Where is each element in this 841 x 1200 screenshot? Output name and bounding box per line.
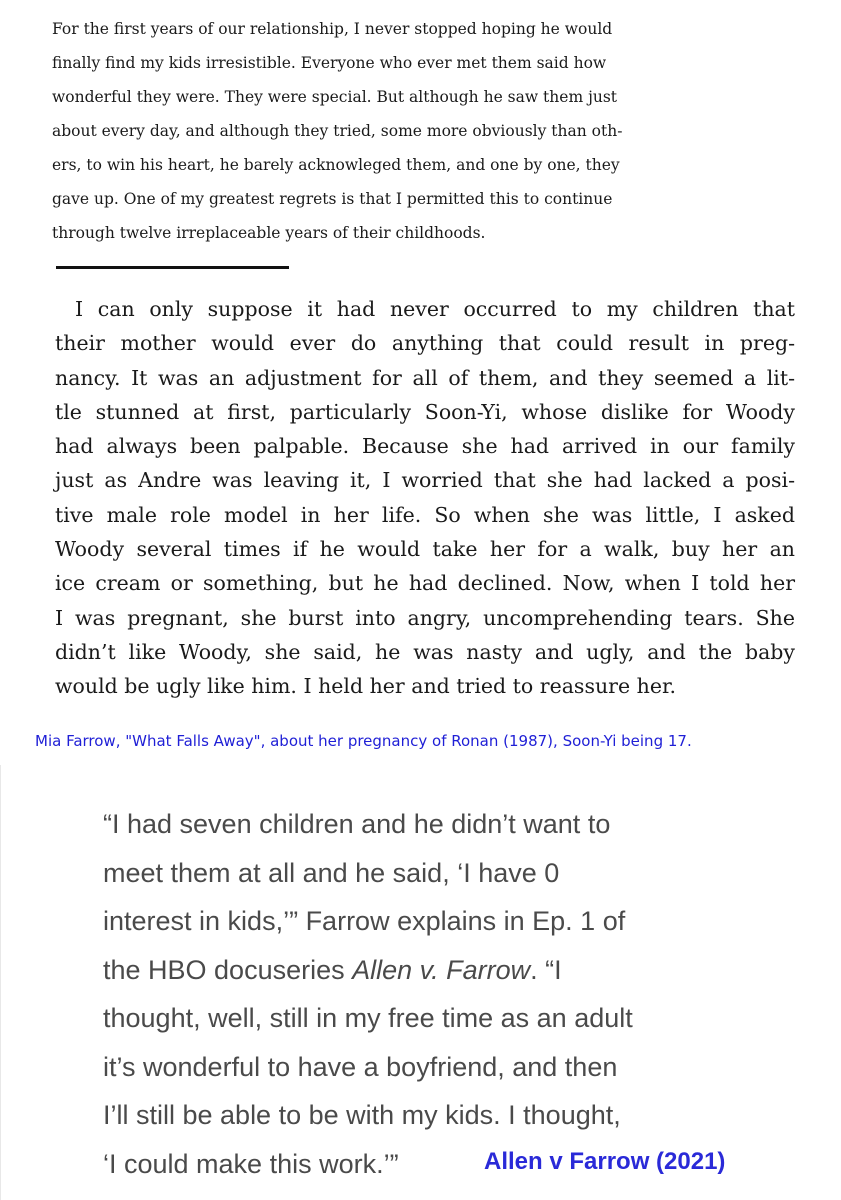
- book-excerpt-main: [55, 292, 795, 704]
- quote-text: the HBO docuseries: [103, 954, 353, 985]
- text-line: through twelve irreplaceable years of their childhoods.: [52, 224, 486, 242]
- text-line: their mother would ever do anything that could result in preg-: [55, 331, 795, 356]
- quote-line: I’ll still be able to be with my kids. I thought,: [103, 1100, 621, 1130]
- text-line: tive male role model in her life. So when she was little, I asked: [55, 502, 795, 527]
- quote-line: interest in kids,’” Farrow explains in Ep. 1 of: [103, 906, 626, 936]
- docuseries-caption: Allen v Farrow (2021): [484, 1148, 726, 1175]
- text-line: ers, to win his heart, he barely acknowleged them, and one by one, they: [52, 156, 620, 174]
- text-line: would be ugly like him. I held her and tried to reassure her.: [55, 674, 677, 699]
- text-line: had always been palpable. Because she had arrived in our family: [55, 434, 795, 459]
- text-line: I was pregnant, she burst into angry, uncomprehending tears. She: [55, 605, 795, 630]
- text-line: about every day, and although they tried, some more obviously than oth-: [52, 122, 623, 140]
- text-line: For the first years of our relationship, I never stopped hoping he would: [52, 20, 613, 38]
- quote-text: . “I: [530, 954, 562, 985]
- text-line: gave up. One of my greatest regrets is that I permitted this to continue: [52, 190, 613, 208]
- quote-line: ‘I could make this work.’”: [103, 1148, 399, 1179]
- text-line: Woody several times if he would take her for a walk, buy her an: [55, 537, 795, 562]
- quote-line: it’s wonderful to have a boyfriend, and then: [103, 1051, 618, 1082]
- text-line: ice cream or something, but he had declined. Now, when I told her: [55, 571, 795, 596]
- text-line: nancy. It was an adjustment for all of them, and they seemed a lit-: [55, 365, 795, 390]
- quote-line: thought, well, still in my free time as an adult: [103, 1003, 633, 1033]
- docuseries-quote: [103, 800, 743, 1188]
- section-divider: [56, 266, 289, 269]
- book-caption: Mia Farrow, "What Falls Away", about her pregnancy of Ronan (1987), Soon-Yi being 17.: [35, 732, 692, 750]
- quote-line: “I had seven children and he didn’t want to: [103, 809, 611, 839]
- show-title: Allen v. Farrow: [352, 954, 531, 985]
- book-excerpt-top: [52, 12, 702, 250]
- text-line: tle stunned at first, particularly Soon-Yi, whose dislike for Woody: [55, 399, 795, 424]
- text-line: finally find my kids irresistible. Everyone who ever met them said how: [52, 54, 607, 72]
- text-line: just as Andre was leaving it, I worried that she had lacked a posi-: [55, 468, 795, 493]
- quote-line: meet them at all and he said, ‘I have 0: [103, 857, 560, 888]
- text-line: wonderful they were. They were special. But although he saw them just: [52, 88, 618, 106]
- quote-line: [103, 946, 743, 995]
- text-line: didn’t like Woody, she said, he was nasty and ugly, and the baby: [55, 639, 795, 664]
- text-line: I can only suppose it had never occurred to my children that: [75, 297, 795, 321]
